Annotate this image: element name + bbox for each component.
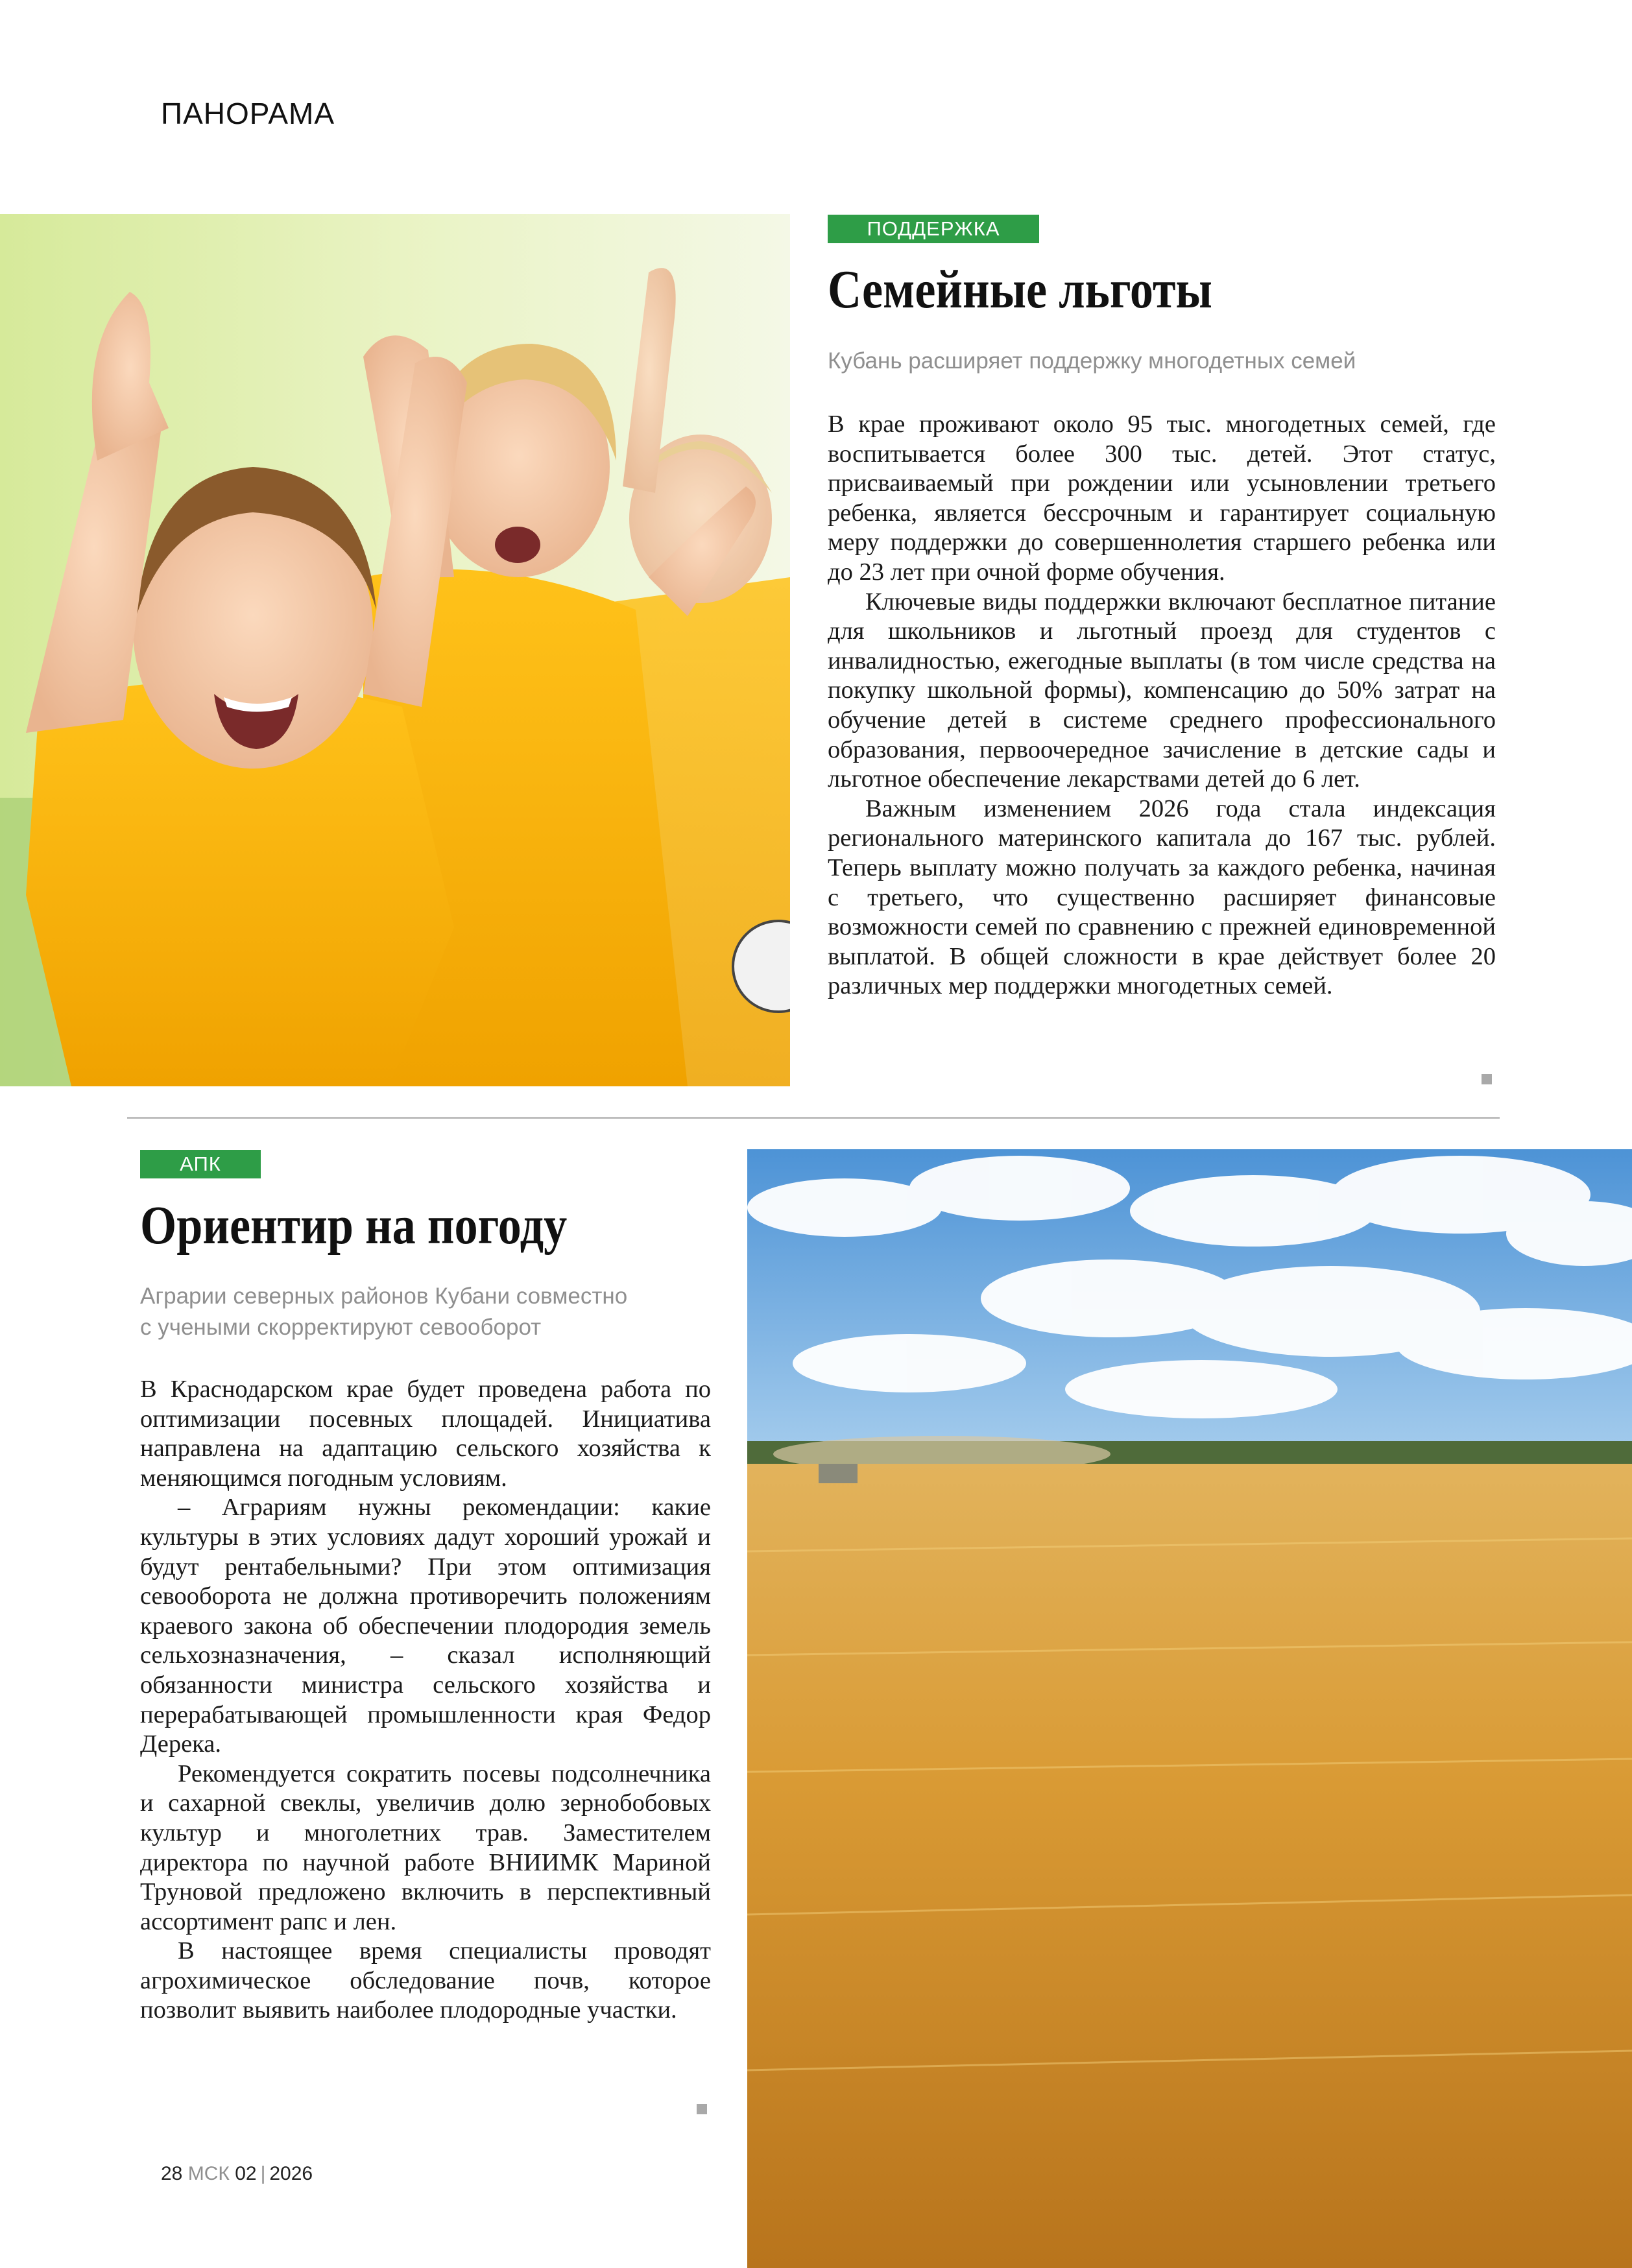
article2-paragraph: В Краснодарском крае будет проведена работа по оптимизации посевных площадей. Инициатива направлена на адаптацию сельского хозяйства к меняющимся погодным условиям.	[140, 1376, 711, 1492]
article1-lead: Кубань расширяет поддержку многодетных семей	[828, 348, 1356, 374]
article1-body	[828, 410, 1496, 1001]
article2-end-mark	[697, 2104, 707, 2114]
article1-title: Семейные льготы	[828, 259, 1212, 320]
page-number: 28	[161, 2163, 183, 2184]
page-footer	[161, 2163, 313, 2185]
article1-paragraph: Важным изменением 2026 года стала индексация регионального материнского капитала до 167 тыс. рублей. Теперь выплату можно получать за каждого ребенка, начиная с третьего, что существенно расширяет финансовые возможности семей по сравнению с прежней единовременной выплатой. В общей сложности в крае действует более 20 различных мер поддержки многодетных семей.	[828, 794, 1496, 1000]
article2-paragraph: – Аграриям нужны рекомендации: какие культуры в этих условиях дадут хороший урожай и будут рентабельными? При этом оптимизация севооборота не должна противоречить положениям краевого закона об обеспечении плодородия земель сельхозназначения, – сказал исполняющий обязанности министра сельского хозяйства и перерабатывающей промышленности края Федор Дерека.	[140, 1494, 711, 1758]
section-title: ПАНОРАМА	[161, 97, 335, 130]
article1-paragraph: Ключевые виды поддержки включают бесплатное питание для школьников и льготный проезд для студентов с инвалидностью, ежегодные выплаты (в том числе средства на покупку школьной формы), компенсацию до 50% затрат на обучение детей в системе среднего профессионального образования, первоочередное зачисление в детские сады и льготное обеспечение лекарствами детей до 6 лет.	[828, 588, 1496, 793]
children-photo	[0, 214, 790, 1086]
article2-tag: АПК	[140, 1150, 261, 1178]
issue-year: 2026	[269, 2163, 313, 2184]
article1-end-mark	[1482, 1074, 1492, 1084]
issue-number: 02	[235, 2163, 257, 2184]
article2-lead-line: с учеными скорректируют севооборот	[140, 1315, 542, 1340]
article2-lead	[140, 1281, 627, 1343]
article2-title: Ориентир на погоду	[140, 1195, 568, 1256]
article2-paragraph: Рекомендуется сократить посевы подсолнечника и сахарной свеклы, увеличив долю зернобобовых культур и многолетних трав. Заместителем директора по научной работе ВНИИМК Мариной Труновой предложено включить в перспективный ассортимент рапс и лен.	[140, 1760, 711, 1935]
article2-body	[140, 1375, 711, 2025]
article2-paragraph: В настоящее время специалисты проводят агрохимическое обследование почв, которое позволит выявить наиболее плодородные участки.	[140, 1937, 711, 2024]
section-divider	[127, 1117, 1500, 1119]
footer-separator: |	[260, 2163, 266, 2184]
article2-lead-line: Аграрии северных районов Кубани совместно	[140, 1283, 628, 1309]
magazine-name: МСК	[187, 2163, 230, 2184]
article1-paragraph: В крае проживают около 95 тыс. многодетных семей, где воспитывается более 300 тыс. детей. Этот статус, присваиваемый при рождении или усыновлении третьего ребенка, является бессрочным и гарантирует социальную меру поддержки до совершеннолетия старшего ребенка или до 23 лет при очной форме обучения.	[828, 411, 1496, 586]
wheat-field-photo	[747, 1149, 1632, 2268]
article1-tag: ПОДДЕРЖКА	[828, 215, 1039, 243]
